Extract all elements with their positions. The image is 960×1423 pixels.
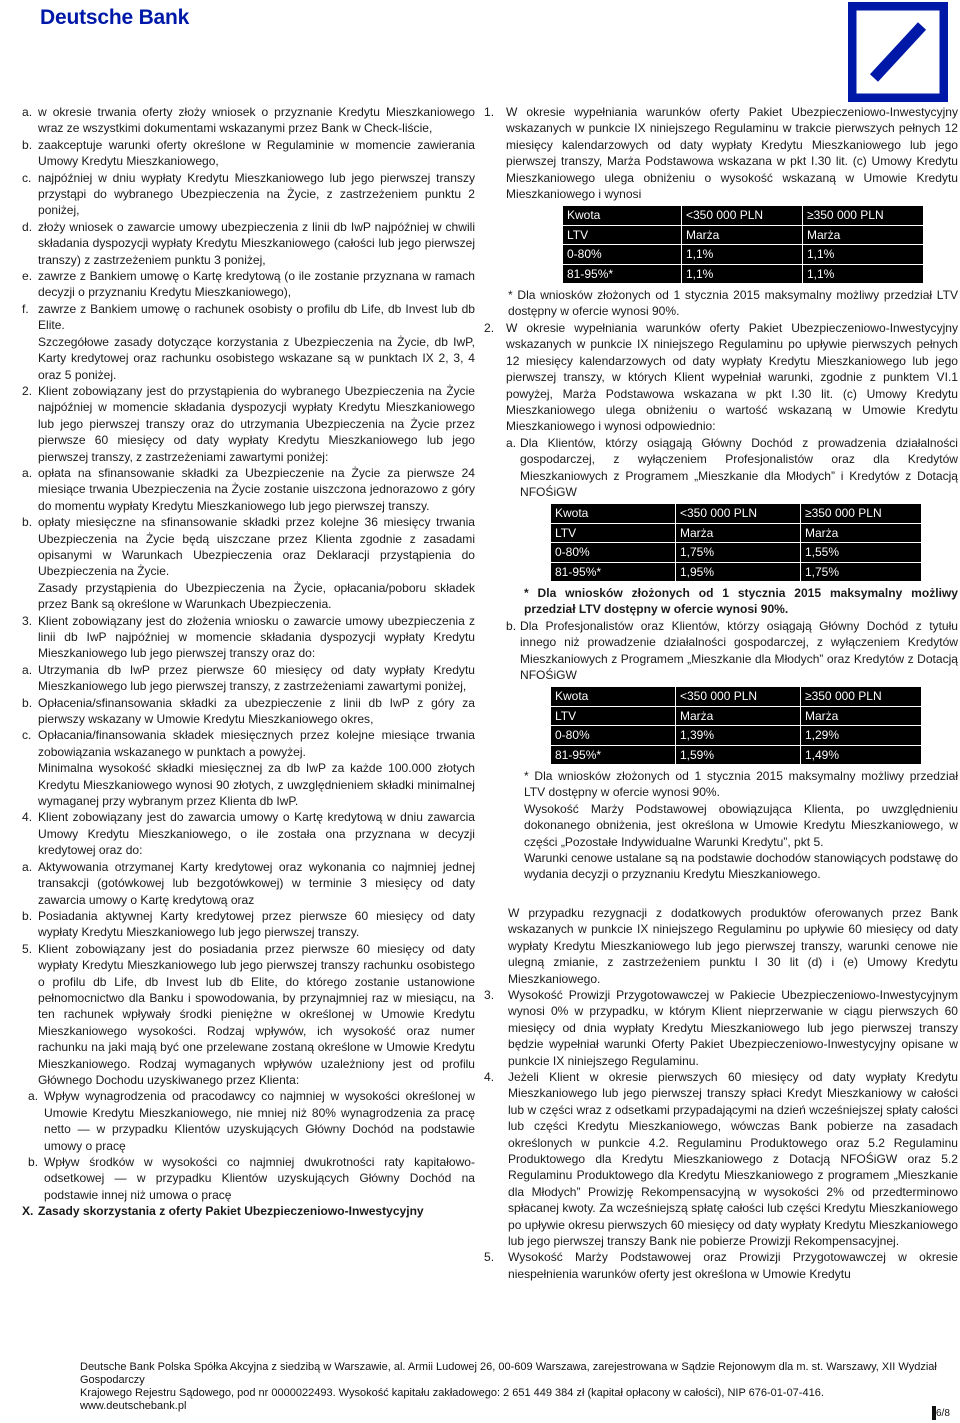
list-item-4: 4. Klient zobowiązany jest do zawarcia umowy o Kartę kredytową w dniu zawarcia Umowy Kredytu Mieszkaniowego, o ile została ona przyznana w decyzji kredytowej oraz do: — [22, 810, 475, 858]
list-item-r3: 3. Wysokość Prowizji Przygotowawczej w Pakiecie Ubezpieczeniowo-Inwestycyjnym wynosi 0% w przypadku, w którym Klient nieprzerwanie w ciągu pierwszych 60 miesięcy od dnia wypłaty Kredytu Mieszkaniowego lub jego pierwszej transzy będzie wypełniał warunki Oferty Pakiet Ubezpieczeniowo-Inwestycyjny opisane w punkcie IX niniejszego Regulaminu. — [484, 987, 958, 1068]
list-item-3: 3. Klient zobowiązany jest do złożenia wniosku o zawarcie umowy ubezpieczenia z linii db IwP najpóźniej w momencie składania dyspozycji wypłaty Kredytu Mieszkaniowego lub jego pierwszej transzy oraz do: — [22, 613, 475, 661]
paragraph-warunki: Warunki cenowe ustalane są na podstawie dochodów stanowiących podstawę do wydania decyzji o przyznaniu Kredytu Mieszkaniowego. — [524, 851, 958, 882]
paragraph-minimalna: Minimalna wysokość składki miesięcznej za db IwP za każde 100.000 złotych Kredytu Mieszkaniowego wynosi 90 złotych, z uwzględnieniem składki minimalnej wymaganej przy wybranym przez Klienta db IwP. — [38, 761, 475, 809]
margin-table-1 — [562, 205, 924, 284]
footer-website-link[interactable]: www.deutschebank.pl — [80, 1400, 187, 1412]
table-row: Kwota <350 000 PLN ≥350 000 PLN — [551, 504, 922, 523]
right-column — [484, 104, 958, 1282]
deutsche-bank-logo-icon — [848, 2, 948, 102]
list-item-r2: 2. W okresie wypełniania warunków oferty Pakiet Ubezpieczeniowo-Inwestycyjny wskazanych w punkcie IX niniejszego Regulaminu po upływie pierwszych pełnych 12 miesięcy kalendarzowych od daty wypłaty Kredytu Mieszkaniowego lub jego pierwszej transzy, w których Klient wypełniał warunki, zgodnie z punktem VI.1 powyżej, Marża Podstawowa wskazana w pkt I.30 lit. (c) Umowy Kredytu Mieszkaniowego ulega obniżeniu o wartość wskazaną w Umowie Kredytu Mieszkaniowego i wynosi odpowiednio: — [484, 320, 958, 434]
list-item-5: 5. Klient zobowiązany jest do posiadania przez pierwsze 60 miesięcy od daty wypłaty Kredytu Mieszkaniowego lub jego pierwszej transzy rachunku osobistego o profilu db Life, db Invest lub db Elite, do którego zostanie ustanowione pełnomocnictwo dla Banku i spowodowania, by przynajmniej raz w miesiącu, na ten rachunek wpływały środki pieniężne w określonej w Umowie Kredytu Mieszkaniowego wysokości. Rodzaj wpływów, ich wysokość oraz numer rachunku na jaki mają być one przelewane zostaną określone w Umowie Kredytu Mieszkaniowego. Rodzaj wymaganych wpływów uzależniony jest od profilu Głównego Dochodu uzyskiwanego przez Klienta: — [22, 941, 475, 1087]
list-item-2: 2. Klient zobowiązany jest do przystąpienia do wybranego Ubezpieczenia na Życie najpóźniej w momencie składania dyspozycji wypłaty Kredytu Mieszkaniowego lub jego pierwszej transzy oraz do utrzymania Ubezpieczenia na Życie przez pierwsze 60 miesięcy od daty wypłaty Kredytu Mieszkaniowego lub jego pierwszej transzy, z zastrzeżeniami zawartymi poniżej: — [22, 383, 475, 464]
table-row: Kwota <350 000 PLN ≥350 000 PLN — [551, 687, 922, 706]
list-item-2a: a. opłata na sfinansowanie składki za Ubezpieczenie na Życie za pierwsze 24 miesiące trwania Ubezpieczenia na Życie zostanie uiszczona jednorazowo z góry do momentu wypłaty Kredytu Mieszkaniowego lub jego pierwszej transzy. — [22, 465, 475, 513]
list-item-4b: b. Posiadania aktywnej Karty kredytowej przez pierwsze 60 miesięcy od daty wypłaty Kredytu Mieszkaniowego lub jego pierwszej transzy. — [22, 908, 475, 940]
list-item-5a: a. Wpływ wynagrodzenia od pracodawcy co najmniej w wysokości określonej w Umowie Kredytu Mieszkaniowego, nie mniej niż 80% wynagrodzenia za pracę netto — w przypadku Klientów uzyskujących Główny Dochód na podstawie umowy o pracę — [28, 1089, 475, 1153]
paragraph-wysokosc: Wysokość Marży Podstawowej obowiązująca Klienta, po uwzględnieniu dokonanego obniżenia, jest określona w Umowie Kredytu Mieszkaniowego, w części „Pozostałe Indywidualne Warunki Kredytu”, pkt 5. — [524, 801, 958, 849]
list-item-3c: c. Opłacania/finansowania składek miesięcznych przez kolejne miesiące trwania zobowiązania wskazanego w punktach a powyżej. — [22, 728, 475, 759]
list-item-f: f. zawrze z Bankiem umowę o rachunek osobisty o profilu db Life, db Invest lub db Elite. — [22, 301, 475, 333]
list-item-r1: 1. W okresie wypełniania warunków oferty Pakiet Ubezpieczeniowo-Inwestycyjny wskazanych w punkcie IX niniejszego Regulaminu w trakcie pierwszych pełnych 12 miesięcy kalendarzowych od daty wypłaty Kredytu Mieszkaniowego lub jego pierwszej transzy, Marża Podstawowa wskazana w pkt I.30 lit. (c) Umowy Kredytu Mieszkaniowego ulega obniżeniu o wysokość wskazaną w Umowie Kredytu Mieszkaniowego i wynosi — [484, 105, 958, 202]
list-item-r2a: a. Dla Klientów, którzy osiągają Główny Dochód z prowadzenia działalności gospodarczej, z wyłączeniem Profesjonalistów oraz dla Kredytów Mieszkaniowych z Programem „Mieszkanie dla Młodych” i Kredytów z Dotacją NFOŚiGW — [506, 435, 958, 499]
footer-line-registry: Krajowego Rejestru Sądowego, pod nr 0000022493. Wysokość kapitału zakładowego: 2 651 449 384 zł (kapitał opłacony w całości), NIP 676-01-07-416. — [80, 1387, 824, 1399]
paragraph-zasady: Zasady przystąpienia do Ubezpieczenia na Życie, opłacania/poboru składek przez Bank są określone w Warunkach Ubezpieczenia. — [38, 580, 475, 612]
page-number: 6/8 — [936, 1408, 950, 1419]
table-row: LTV Marża Marża — [563, 225, 924, 244]
list-item-e: e. zawrze z Bankiem umowę o Kartę kredytową (o ile zostanie przyznana w ramach decyzji o przyznaniu Kredytu Mieszkaniowego), — [22, 269, 475, 300]
list-item-2b: b. opłaty miesięczne na sfinansowanie składki przez kolejne 36 miesięcy trwania Ubezpieczenia na Życie będą uiszczane przez Klienta zgodnie z zasadami opisanymi w Warunkach Ubezpieczenia oraz Deklaracji przystąpienia do Ubezpieczenia na Życie. — [22, 515, 475, 579]
list-item-c: c. najpóźniej w dniu wypłaty Kredytu Mieszkaniowego lub jego pierwszej transzy przystąpi do wybranego Ubezpieczenia na Życie, z zastrzeżeniem punktu 2 poniżej, — [22, 170, 475, 218]
list-item-d: d. złoży wniosek o zawarcie umowy ubezpieczenia z linii db IwP najpóźniej w chwili składania dyspozycji wypłaty Kredytu Mieszkaniowego (całości lub jego pierwszej transzy) z zastrzeżeniem punktu 3 poniżej, — [22, 219, 475, 267]
margin-table-3 — [550, 686, 922, 765]
paragraph-szczegolowe: Szczegółowe zasady dotyczące korzystania z Ubezpieczenia na Życie, db IwP, Karty kredytowej oraz rachunku osobistego wskazane są w punktach IX 2, 3, 4 oraz 5 poniżej. — [38, 334, 475, 382]
list-item-3b: b. Opłacenia/sfinansowania składki za ubezpieczenie z linii db IwP z góry za pierwszy wskazany w Umowie Kredytu Mieszkaniowego okres, — [22, 695, 475, 727]
brand-name: Deutsche Bank — [40, 6, 190, 29]
list-item-r4: 4. Jeżeli Klient w okresie pierwszych 60 miesięcy od daty wypłaty Kredytu Mieszkaniowego lub jego pierwszej transzy spłaci Kredyt Mieszkaniowy w całości lub w części wraz z odsetkami przypadającymi na dzień wcześniejszej spłaty całości lub części Kredytu Mieszkaniowego, wówczas Bank pobierze na zasadach określonych w punkcie 4.2. Regulaminu Produktowego oraz 5.2 Regulaminu Produktowego dla Kredytu Mieszkaniowego z Dotacją NFOŚiGW oraz 5.2 Regulaminu Produktowego dla Kredytu Mieszkaniowego z programem „Mieszkanie dla Młodych” Prowizję Rekompensacyjną w wysokości 2% od przedterminowo spłacanej kwoty. Za wcześniejszą spłatę całości lub części Kredytu Mieszkaniowego po upływie okresu pierwszych 60 miesięcy od daty wypłaty Kredytu Mieszkaniowego lub jego pierwszej transzy Bank nie pobierze Prowizji Rekompensacyjnej. — [484, 1069, 958, 1248]
table-row: LTV Marża Marża — [551, 706, 922, 725]
paragraph-rezygnacja: W przypadku rezygnacji z dodatkowych produktów oferowanych przez Bank wskazanych w punkcie IX niniejszego Regulaminu po upływie 60 miesięcy od daty wypłaty Kredytu Mieszkaniowego lub jego pierwszej transzy, warunki cenowe nie ulegną zmianie, z zastrzeżeniem punktu I 30 lit (d) i (e) Umowy Kredytu Mieszkaniowego. — [508, 905, 958, 986]
list-item-3a: a. Utrzymania db IwP przez pierwsze 60 miesięcy od daty wypłaty Kredytu Mieszkaniowego lub jego pierwszej transzy, z zastrzeżeniami zawartymi poniżej, — [22, 662, 475, 694]
table-row: 0-80% 1,75% 1,55% — [551, 543, 922, 562]
table-note-2: * Dla wniosków złożonych od 1 stycznia 2015 maksymalny możliwy przedział LTV dostępny w ofercie wynosi 90%. — [524, 585, 958, 617]
table-row: Kwota <350 000 PLN ≥350 000 PLN — [563, 206, 924, 225]
left-column — [22, 104, 475, 1220]
page-header — [0, 0, 960, 80]
table-row: 0-80% 1,1% 1,1% — [563, 245, 924, 264]
page-footer — [80, 1361, 950, 1413]
list-item-a: a. w okresie trwania oferty złoży wniosek o przyznanie Kredytu Mieszkaniowego wraz ze wszystkimi dokumentami wskazanymi przez Bank w Check-liście, — [22, 105, 475, 136]
margin-table-2 — [550, 503, 922, 582]
table-row: 81-95%* 1,59% 1,49% — [551, 745, 922, 764]
table-row: 81-95%* 1,1% 1,1% — [563, 264, 924, 283]
list-item-4a: a. Aktywowania otrzymanej Karty kredytowej oraz wykonania co najmniej jednej transakcji (gotówkowej lub bezgotówkowej) w terminie 3 miesięcy od daty zawarcia umowy o Kartę kredytową oraz — [22, 859, 475, 907]
table-row: 81-95%* 1,95% 1,75% — [551, 562, 922, 581]
list-item-r2b: b. Dla Profesjonalistów oraz Klientów, którzy osiągają Główny Dochód z tytułu innego niż prowadzenie działalności gospodarczej, z wyłączeniem Kredytów Mieszkaniowych z Programem „Mieszkanie dla Młodych” oraz Kredytów z Dotacją NFOŚiGW — [506, 618, 958, 682]
table-row: 0-80% 1,39% 1,29% — [551, 726, 922, 745]
footer-line-company: Deutsche Bank Polska Spółka Akcyjna z siedzibą w Warszawie, al. Armii Ludowej 26, 00-609 Warszawa, zarejestrowana w Sądzie Rejonowym dla m. st. Warszawy, XII Wydział Gospodarczy — [80, 1361, 937, 1386]
list-item-b: b. zaakceptuje warunki oferty określone w Regulaminie w momencie zawierania Umowy Kredytu Mieszkaniowego, — [22, 137, 475, 169]
list-item-5b: b. Wpływ środków w wysokości co najmniej dwukrotności raty kapitałowo-odsetkowej — w przypadku Klientów uzyskujących Główny Dochód na podstawie innej niż umowa o pracę — [28, 1155, 475, 1202]
table-note-3: * Dla wniosków złożonych od 1 stycznia 2015 maksymalny możliwy przedział LTV dostępny w ofercie wynosi 90%. — [524, 769, 958, 800]
table-note-1: * Dla wniosków złożonych od 1 stycznia 2015 maksymalny możliwy przedział LTV dostępny w ofercie wynosi 90%. — [508, 288, 958, 319]
table-row: LTV Marża Marża — [551, 523, 922, 542]
section-heading-x: X. Zasady skorzystania z oferty Pakiet Ubezpieczeniowo-Inwestycyjny — [22, 1204, 424, 1219]
list-item-r5: 5. Wysokość Marży Podstawowej oraz Prowizji Przygotowawczej w okresie niespełnienia warunków oferty jest określona w Umowie Kredytu — [484, 1250, 958, 1281]
